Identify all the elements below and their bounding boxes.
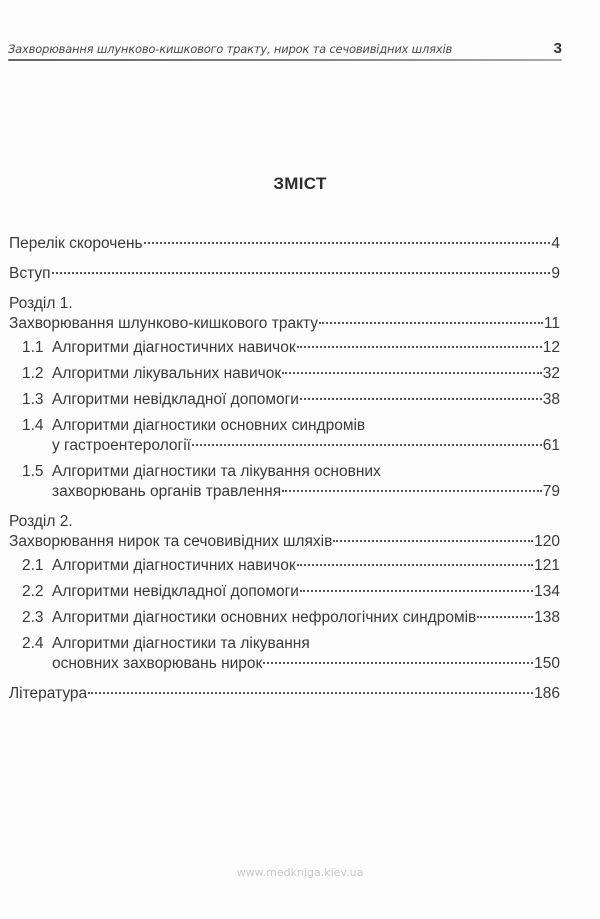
section-heading: Розділ 1.	[9, 295, 73, 312]
toc-entry-1-3[interactable]	[9, 390, 560, 410]
toc-entry-abbreviations[interactable]	[9, 234, 560, 254]
section-heading: Розділ 2.	[9, 513, 73, 530]
toc-entry-label-continued: у гастроентерології	[52, 437, 191, 454]
toc-entry-page: 120	[534, 533, 560, 550]
toc-entry-intro[interactable]	[9, 264, 560, 284]
toc-entry-number: 2.3	[22, 609, 44, 626]
leader-dots	[300, 590, 533, 592]
toc-entry-number: 2.4	[22, 635, 44, 652]
toc-entry-label: Алгоритми невідкладної допомоги	[52, 583, 299, 600]
leader-dots	[192, 444, 542, 446]
leader-dots	[297, 564, 533, 566]
leader-dots	[477, 616, 533, 618]
toc-entry-page: 79	[542, 483, 560, 500]
toc-entry-label: Алгоритми діагностики та лікування основних	[52, 463, 381, 480]
toc-entry-2-4[interactable]	[9, 634, 560, 674]
toc-entry-page: 121	[534, 557, 560, 574]
toc-entry-label: Алгоритми діагностичних навичок	[52, 557, 296, 574]
toc-entry-label: Алгоритми діагностики та лікування	[52, 635, 310, 652]
toc-entry-label-continued: основних захворювань нирок	[52, 655, 263, 672]
toc-entry-2-1[interactable]	[9, 556, 560, 576]
table-of-contents	[9, 230, 560, 704]
toc-entry-page: 134	[534, 583, 560, 600]
toc-entry-page: 150	[534, 655, 560, 672]
leader-dots	[263, 662, 533, 664]
toc-entry-page: 9	[551, 265, 560, 282]
toc-entry-number: 1.3	[22, 391, 44, 408]
toc-entry-number: 1.5	[22, 463, 44, 480]
leader-dots	[52, 272, 551, 274]
toc-entry-page: 186	[534, 685, 560, 702]
leader-dots	[297, 346, 542, 348]
page-number: 3	[553, 40, 562, 57]
toc-entry-page: 38	[542, 391, 560, 408]
leader-dots	[319, 322, 543, 324]
toc-entry-number: 1.4	[22, 417, 44, 434]
toc-entry-number: 2.1	[22, 557, 44, 574]
leader-dots	[333, 540, 533, 542]
toc-entry-1-2[interactable]	[9, 364, 560, 384]
toc-entry-page: 32	[542, 365, 560, 382]
toc-entry-label: Захворювання шлунково-кишкового тракту	[9, 315, 319, 332]
header-rule	[8, 59, 562, 61]
running-header	[8, 40, 562, 62]
toc-entry-1-4[interactable]	[9, 416, 560, 456]
toc-entry-label: Алгоритми невідкладної допомоги	[52, 391, 299, 408]
leader-dots	[282, 372, 542, 374]
toc-section-2[interactable]	[9, 512, 560, 552]
toc-entry-2-2[interactable]	[9, 582, 560, 602]
toc-entry-1-5[interactable]	[9, 462, 560, 502]
toc-entry-literature[interactable]	[9, 684, 560, 704]
toc-section-1[interactable]	[9, 294, 560, 334]
toc-entry-1-1[interactable]	[9, 338, 560, 358]
toc-entry-label-continued: захворювань органів травлення	[52, 483, 282, 500]
toc-entry-label: Алгоритми діагностики основних синдромів	[52, 417, 366, 434]
toc-entry-page: 138	[534, 609, 560, 626]
leader-dots	[282, 490, 542, 492]
toc-entry-label: Перелік скорочень	[9, 235, 143, 252]
toc-entry-page: 11	[543, 315, 560, 332]
toc-entry-number: 2.2	[22, 583, 44, 600]
leader-dots	[88, 692, 533, 694]
toc-entry-2-3[interactable]	[9, 608, 560, 628]
toc-entry-page: 61	[542, 437, 560, 454]
toc-entry-label: Вступ	[9, 265, 51, 282]
toc-entry-label: Алгоритми діагностики основних нефрологічних синдромів	[52, 609, 477, 626]
leader-dots	[300, 398, 542, 400]
toc-entry-page: 4	[551, 235, 560, 252]
toc-entry-number: 1.2	[22, 365, 44, 382]
toc-entry-label: Алгоритми лікувальних навичок	[52, 365, 282, 382]
toc-entry-label: Алгоритми діагностичних навичок	[52, 339, 296, 356]
toc-entry-label: Захворювання нирок та сечовивідних шляхів	[9, 533, 333, 550]
running-title: Захворювання шлунково-кишкового тракту, нирок та сечовивідних шляхів	[8, 42, 453, 56]
leader-dots	[144, 242, 551, 244]
toc-entry-page: 12	[542, 339, 560, 356]
page-title: ЗМІСТ	[273, 174, 327, 193]
footer-url: www.medkniga.kiev.ua	[236, 866, 364, 879]
toc-entry-label: Література	[9, 685, 88, 702]
toc-entry-number: 1.1	[22, 339, 44, 356]
